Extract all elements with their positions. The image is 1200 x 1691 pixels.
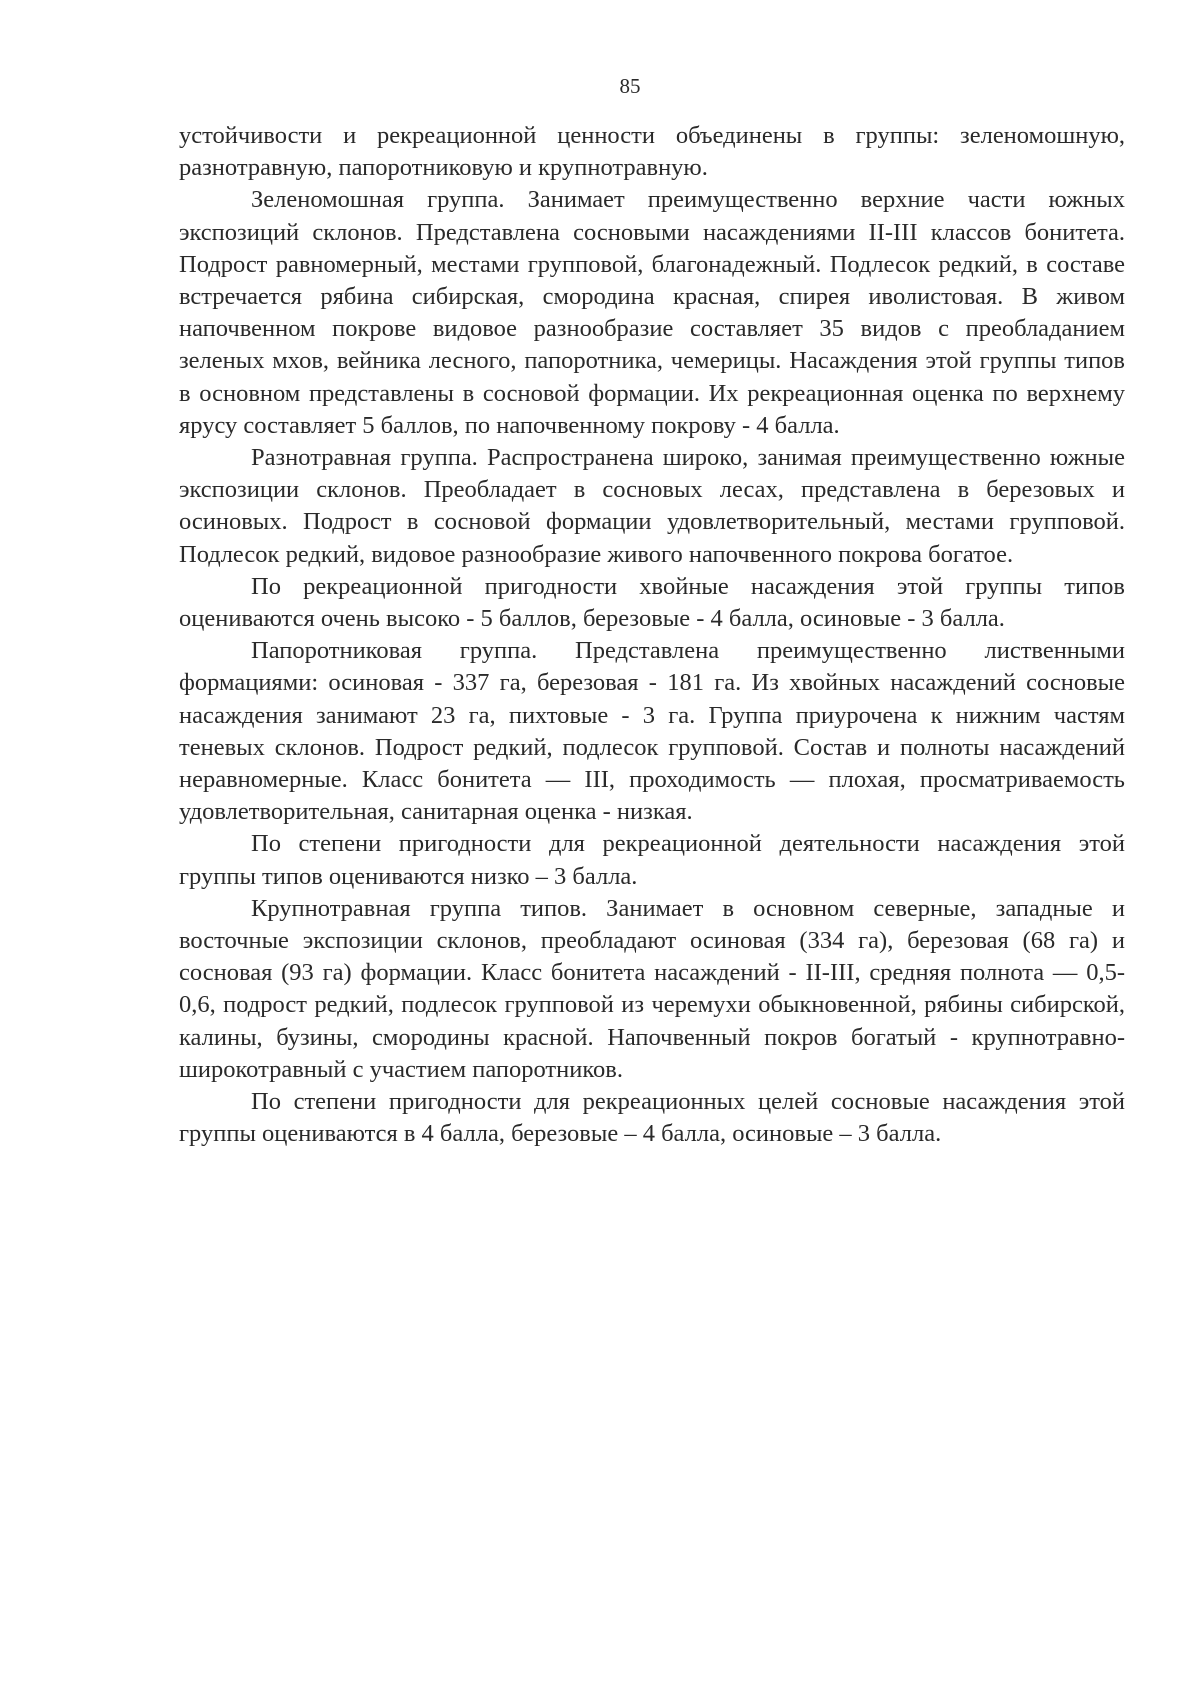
paragraph-fern-assessment: По степени пригодности для рекреационной деятельности насаждения этой группы типов оцениваются низко – 3 балла.	[179, 830, 1125, 890]
paragraph-tall-herb-assessment: По степени пригодности для рекреационных целей сосновые насаждения этой группы оцениваются в 4 балла, березовые – 4 балла, осиновые – 3 балла.	[179, 1088, 1125, 1148]
paragraph-mixed-herb-assessment: По рекреационной пригодности хвойные насаждения этой группы типов оцениваются очень высоко - 5 баллов, березовые - 4 балла, осиновые - 3 балла.	[179, 572, 1125, 633]
paragraph-mixed-herb-group: Разнотравная группа. Распространена широко, занимая преимущественно южные экспозиции склонов. Преобладает в сосновых лесах, представлена в березовых и осиновых. Подрост в сосновой формации удовлетворительный, местами групповой. Подлесок редкий, видовое разнообразие живого напочвенного покрова богатое.	[179, 444, 1125, 568]
paragraph-fern-group: Папоротниковая группа. Представлена преимущественно лиственными формациями: осиновая - 337 га, березовая - 181 га. Из хвойных насаждений сосновые насаждения занимают 23 га, пихтовые - 3 га. Группа приурочена к нижним частям теневых склонов. Подрост редкий, подлесок групповой. Состав и полноты насаждений неравномерные. Класс бонитета — III, проходимость — плохая, просматриваемость удовлетворительная, санитарная оценка - низкая.	[179, 637, 1125, 826]
page-number: 85	[619, 74, 641, 98]
paragraph-intro-continuation: устойчивости и рекреационной ценности объединены в группы: зеленомошную, разнотравную, папоротниковую и крупнотравную.	[179, 122, 1125, 182]
document-body	[179, 120, 1125, 1151]
paragraph-green-moss-group: Зеленомошная группа. Занимает преимущественно верхние части южных экспозиций склонов. Представлена сосновыми насаждениями II-III классов бонитета. Подрост равномерный, местами групповой, благонадежный. Подлесок редкий, в составе встречается рябина сибирская, смородина красная, спирея иволистовая. В живом напочвенном покрове видовое разнообразие составляет 35 видов с преобладанием зеленых мхов, вейника лесного, папоротника, чемерицы. Насаждения этой группы типов в основном представлены в сосновой формации. Их рекреационная оценка по верхнему ярусу составляет 5 баллов, по напочвенному покрову - 4 балла.	[179, 186, 1125, 439]
paragraph-tall-herb-group: Крупнотравная группа типов. Занимает в основном северные, западные и восточные экспозиции склонов, преобладают осиновая (334 га), березовая (68 га) и сосновая (93 га) формации. Класс бонитета насаждений - II-III, средняя полнота — 0,5-0,6, подрост редкий, подлесок групповой из черемухи обыкновенной, рябины сибирской, калины, бузины, смородины красной. Напочвенный покров богатый - крупнотравно-широкотравный с участием папоротников.	[179, 894, 1125, 1083]
